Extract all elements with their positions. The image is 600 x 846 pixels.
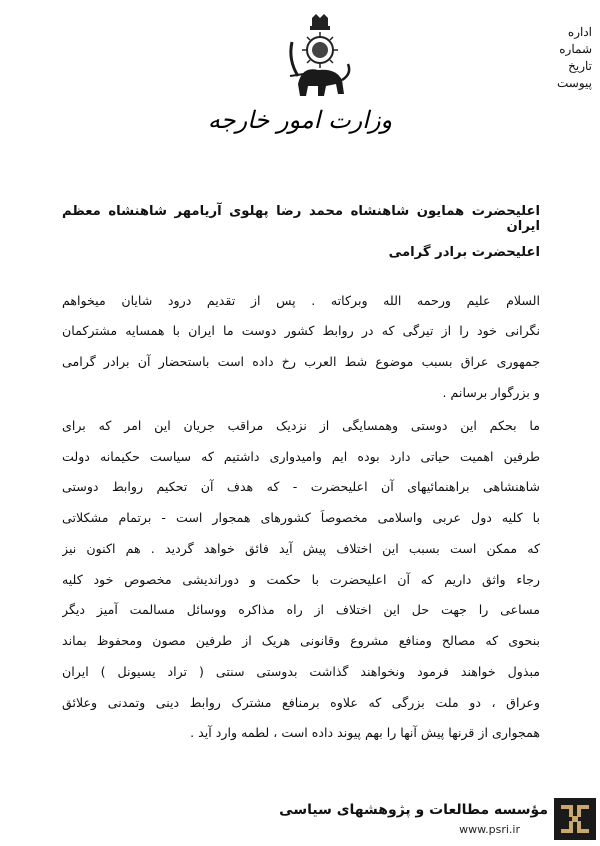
- document-reference-fields: [552, 24, 592, 92]
- paragraph-2-line: بنحوی که مصالح ومنافع مشروع وقانونی هریک از طرفین مصون ومحفوظ بماند: [62, 633, 540, 648]
- letter-addressee: اعلیحضرت همایون شاهنشاه محمد رضا پهلوی آریامهر شاهنشاه معظم ایران: [62, 204, 540, 234]
- paragraph-2-line: طرفین اهمیت حیاتی دارد بوده ایم وامیدواری داشتیم که سیاست حکیمانه دولت: [62, 449, 540, 464]
- institute-name: مؤسسه مطالعات و پژوهشهای سیاسی: [279, 802, 548, 818]
- paragraph-1-line: و بزرگوار برسانم .: [442, 385, 540, 400]
- paragraph-2-line: ما بحکم این دوستی وهمسایگی از نزدیک مراقب جریان این امر که برای: [62, 418, 540, 433]
- institute-logo-icon: [554, 798, 596, 840]
- institute-website: www.psri.ir: [459, 823, 520, 836]
- department-field-label: اداره: [567, 25, 592, 39]
- paragraph-1-line: السلام علیم ورحمه الله وبرکاته . پس از تقدیم درود شایان میخواهم: [62, 293, 540, 308]
- paragraph-2-line: که ممکن است بسبب این اختلاف پیش آید فائق خواهد گردید . هم اکنون نیز: [62, 541, 540, 556]
- number-field-label: شماره: [559, 42, 592, 56]
- paragraph-2-line: شاهنشاهی براهنمائیهای آن اعلیحضرت - که هدف آن تحکیم روابط دوستی: [62, 479, 540, 494]
- paragraph-2-line: وعراق ، دو ملت بزرگی که علاوه برمنافع مشترک روابط دینی وتمدنی وعلائق: [62, 695, 540, 710]
- paragraph-2-line: رجاء واثق داریم که آن اعلیحضرت با حکمت و دوراندیشی مخصوص خود کلیه: [62, 572, 540, 587]
- lion-and-sun-emblem-icon: [284, 14, 356, 100]
- letter-salutation: اعلیحضرت برادر گرامی: [388, 245, 540, 260]
- paragraph-2-line: مبذول خواهند فرمود ونخواهند گذاشت بدوستی سنتی ( تراد یسیونل ) ایران: [62, 664, 540, 679]
- paragraph-1-line: جمهوری عراق بسبب موضوع شط العرب رخ داده است باستحضار آن برادر گرامی: [62, 354, 540, 369]
- date-field-label: تاریخ: [568, 59, 592, 73]
- paragraph-2-line: همجواری از قرنها پیش آنها را بهم پیوند داده است ، لطمه وارد آید .: [190, 725, 540, 740]
- paragraph-1-line: نگرانی خود را از تیرگی که در روابط کشور دوست ما ایران با همسایه مشترکمان: [62, 323, 540, 338]
- paragraph-2-line: مساعی را جهت حل این اختلاف از راه مذاکره ووسائل مسالمت آمیز دیگر: [62, 602, 540, 617]
- paragraph-2-line: با کلیه دول عربی واسلامی مخصوصاً کشورهای همجوار است - برتمام مشکلاتی: [62, 510, 540, 525]
- ministry-title: وزارت امور خارجه: [207, 106, 393, 134]
- attachment-field-label: پیوست: [557, 76, 592, 90]
